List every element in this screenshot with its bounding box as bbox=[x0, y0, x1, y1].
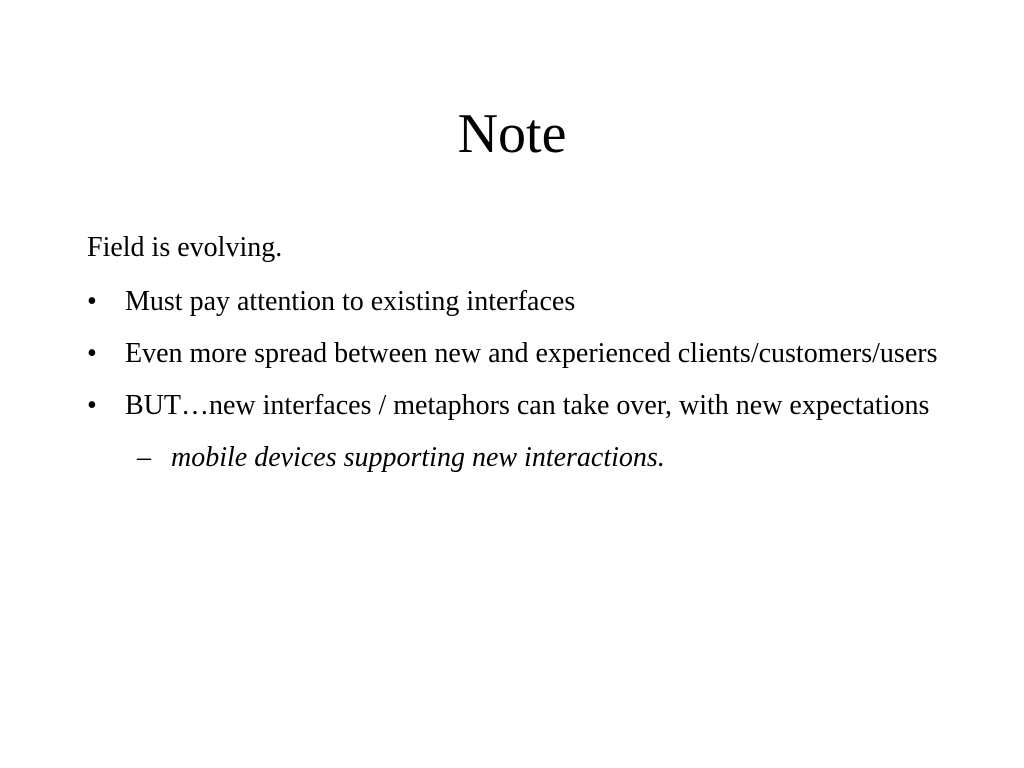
bullet-dot-icon: • bbox=[87, 286, 97, 317]
slide-title: Note bbox=[457, 103, 567, 165]
bullet-text: BUT…new interfaces / metaphors can take over, with new expectations bbox=[125, 390, 930, 421]
bullet-item bbox=[87, 334, 967, 374]
bullet-text: Must pay attention to existing interfaces bbox=[125, 286, 576, 317]
sub-bullet-text: mobile devices supporting new interactions. bbox=[171, 442, 665, 473]
bullet-item bbox=[87, 282, 967, 322]
bullet-text: Even more spread between new and experienced clients/customers/users bbox=[125, 338, 938, 369]
slide-body bbox=[87, 228, 967, 478]
dash-icon: – bbox=[137, 442, 151, 473]
bullet-dot-icon: • bbox=[87, 338, 97, 369]
sub-bullet-item bbox=[87, 438, 967, 478]
bullet-dot-icon: • bbox=[87, 390, 97, 421]
intro-text: Field is evolving. bbox=[87, 232, 283, 263]
bullet-item bbox=[87, 386, 967, 426]
